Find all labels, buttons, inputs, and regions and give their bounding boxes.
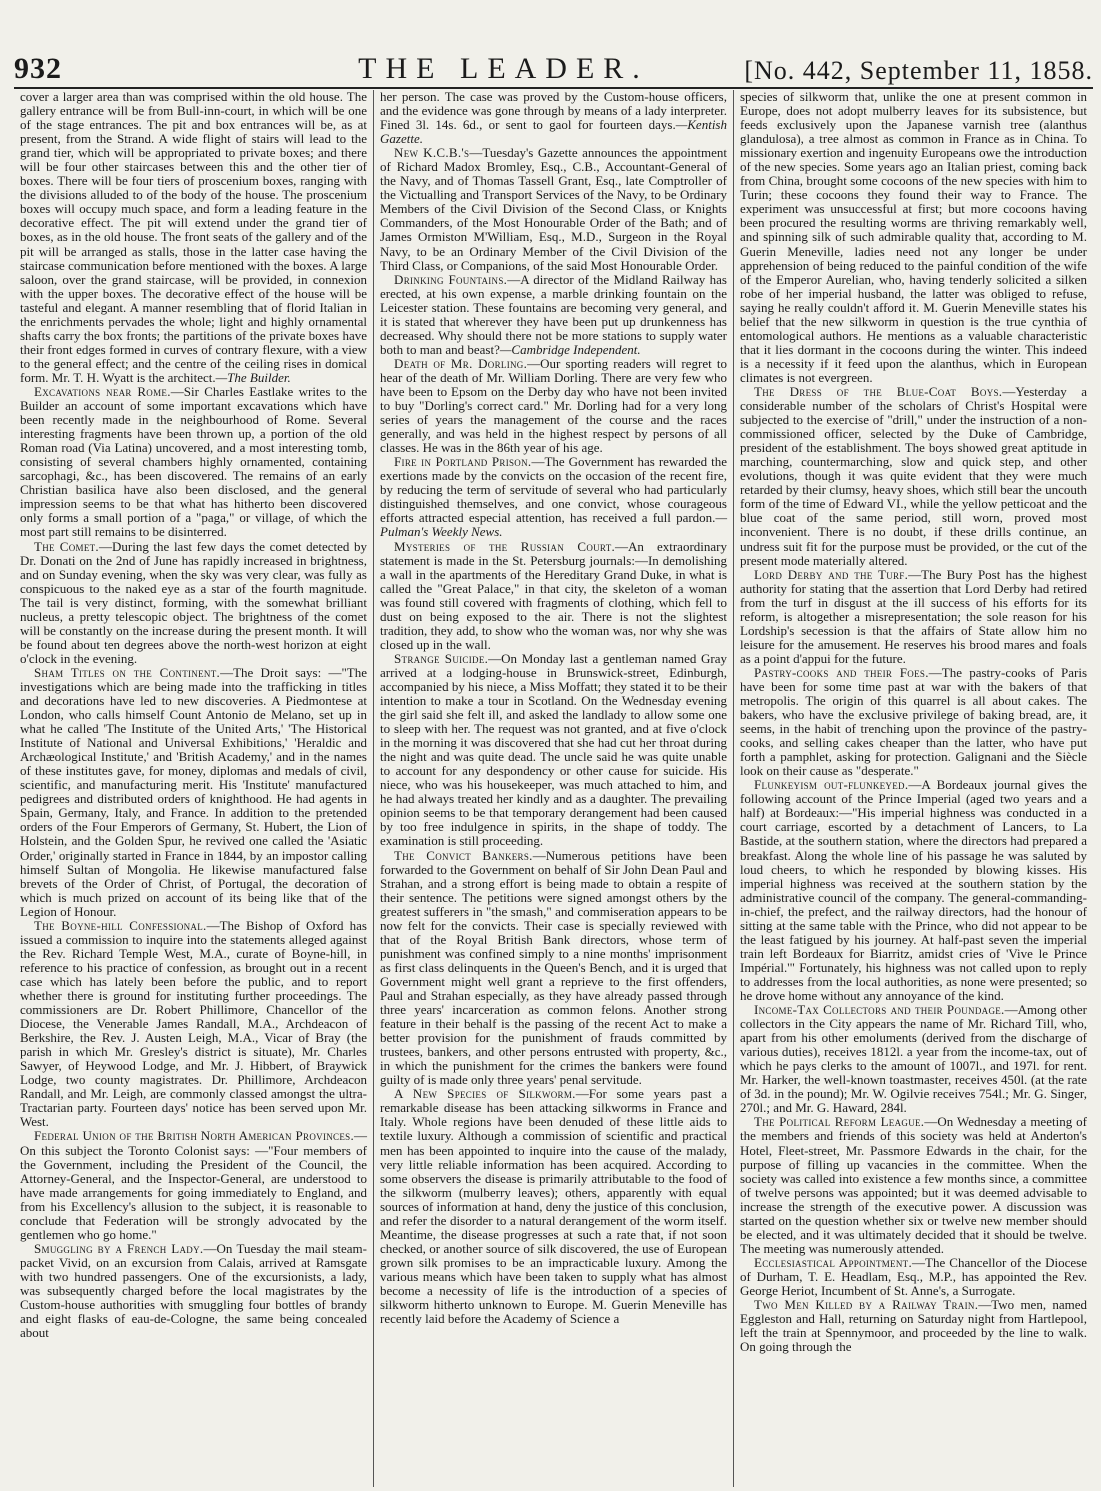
article-heading: Federal Union of the British North American Provinces. — [34, 1128, 354, 1144]
article-text: —The Chancellor of the Diocese of Durham, T. E. Headlam, Esq., M.P., has appointed the Rev. George Heriot, Incumbent of St. Anne's, a Surrogate. — [740, 1254, 1088, 1298]
article-paragraph — [740, 1298, 1087, 1354]
article-paragraph — [380, 357, 727, 455]
article-paragraph — [740, 385, 1087, 568]
article-heading: New K.C.B.'s — [394, 145, 470, 161]
article-paragraph — [740, 568, 1087, 666]
article-paragraph — [380, 90, 727, 146]
article-text: species of silkworm that, unlike the one at present common in Europe, does not adopt mulberry leaves for its subsistence, but feeds exclusively upon the Japanese varnish tree (alanthus glandulosa), a tree almost as common in France as in China. To missionary exertion and ingenuity Europeans owe the introduction of the new species. Some years ago an Italian priest, coming back from China, brought some cocoons of the new species with him to Turin; these cocoons they found their way to France. The experiment was unsuccessful at first; but more cocoons having been procured the resulting worms are thriving remarkably well, and spinning silk of such admirable quality that, according to M. Guerin Meneville, ladies need not any longer be under apprehension of being reduced to the painful condition of the wife of the Emperor Aurelian, who, having tenderly solicited a silken robe of her imperial husband, the latter was obliged to refuse, saying he really couldn't afford it. M. Guerin Meneville states his belief that the new silkworm in question is the true cynthia of entomological authors. He mentions as a valuable characteristic that it lies dormant in the cocoons during the winter. This indeed is a necessity if it feed upon the alanthus, which in European climates is not evergreen. — [740, 90, 1087, 385]
article-text: —A director of the Midland Railway has erected, at his own expense, a marble drinking fountain on the Leicester station. These fountains are becoming very general, and it is stated that wherever they have been put up drunkenness has decreased. Why should there not be more stations to supply water both to man and beast? — [380, 271, 727, 357]
article-paragraph — [380, 540, 727, 652]
article-text: —A Bordeaux journal gives the following account of the Prince Imperial (aged two years and a half) at Bordeaux:—"His imperial highness was conducted in a court carriage, escorted by a detachment of Lancers, to La Bastide, at the southern station, where the directors had prepared a breakfast. Along the whole line of his passage he was saluted by loud cheers, to which he responded by blowing kisses. His imperial highness was received at the southern station by the administrative council of the company. The general-commanding-in-chief, the prefect, and the railway directors, had the honour of sitting at the same table with the Prince, who did not appear to be the least fatigued by his journey. At half-past seven the imperial train left Bordeaux for Biarritz, amidst cries of 'Vive le Prince Impérial.'" Fortunately, his highness was not called upon to reply to addresses from the local authorities, as none were presented; so he drove home without any annoyance of the kind. — [740, 777, 1087, 1003]
article-text: —Sir Charles Eastlake writes to the Builder an account of some important excavations which have been recently made in the neighbourhood of Rome. Several interesting fragments have been thrown up, a portion of the old Roman road (Via Latina) uncovered, and a most interesting tomb, consisting of several chambers highly ornamented, containing sarcophagi, &c., has been discovered. The remains of an early Christian basilica have also been disclosed, and the general impression seems to be that what has hitherto been discovered only forms a small portion of a "paga," or village, of which the most part still remains to be disinterred. — [20, 383, 367, 540]
article-text: —On Tuesday the mail steam-packet Vivid, on an excursion from Calais, arrived at Ramsgate with two hundred passengers. One of the excursionists, a lady, was subsequently charged before the local magistrates by the Custom-house authorities with smuggling four bottles of brandy and eight flasks of eau-de-Cologne, the same being concealed about — [20, 1240, 367, 1341]
article-text: —The pastry-cooks of Paris have been for some time past at war with the bakers of that metropolis. The origin of this quarrel is all about cakes. The bakers, who have the exclusive privilege of baking bread, are, it seems, in the habit of trenching upon the province of the pastry-cooks, and selling cakes cheaper than the latter, who have put forth a pamphlet, asking for protection. Galignani and the Siècle look on their cause as "desperate." — [740, 664, 1088, 779]
article-paragraph — [740, 1115, 1087, 1255]
article-text: —On Monday last a gentleman named Gray arrived at a lodging-house in Brunswick-street, Edinburgh, accompanied by his niece, a Miss Moffatt; they stated it to be their intention to make a tour in Scotland. On the Wednesday evening the girl said she felt ill, and asked the landlady to allow some one to sleep with her. The request was not granted, and at five o'clock in the morning it was discovered that she had cut her throat during the night and was quite dead. The uncle said he was quite unable to account for any despondency or other cause for suicide. His niece, who was his housekeeper, was much attached to him, and he had always treated her kindly and as a daughter. The prevailing opinion seems to be that temporary derangement had been caused by too free indulgence in spirits, in the shape of toddy. The examination is still proceeding. — [380, 650, 728, 849]
article-heading: The Comet. — [34, 538, 99, 554]
article-heading: The Boyne-hill Confessional. — [34, 917, 207, 933]
article-heading: A New Species of Silkworm. — [394, 1086, 576, 1102]
article-heading: Ecclesiastical Appointment. — [754, 1254, 913, 1270]
article-text: her person. The case was proved by the Custom-house officers, and the evidence was gone through by means of a lady interpreter. Fined 3l. 14s. 6d., or sent to gaol for fourteen days. — [380, 90, 727, 133]
article-paragraph — [20, 90, 367, 385]
article-paragraph — [380, 455, 727, 539]
article-heading: Strange Suicide. — [394, 650, 489, 666]
article-text: —Numerous petitions have been forwarded to the Government on behalf of Sir John Dean Paul and Strahan, and a strong effort is being made to obtain a respite of their sentence. The petitions were signed amongst others by the greatest sufferers in "the smash," and commiseration appears to be now felt for the convicts. Their case is specially reviewed with that of the Royal British Bank directors, whose term of punishment was confined simply to a nine months' imprisonment as first class delinquents in the Queen's Bench, and it is urged that Government might well grant a reprieve to the first offenders, Paul and Strahan especially, as they have already passed through three years' incarceration as common felons. Another strong feature in their behalf is the passing of the recent Act to make a better provision for the punishment of frauds committed by trustees, bankers, and other persons entrusted with property, &c., in which the punishment for the crimes the bankers were found guilty of is made only three years' penal servitude. — [380, 847, 728, 1088]
article-heading: Fire in Portland Prison. — [394, 454, 532, 470]
article-paragraph — [20, 385, 367, 540]
column-1 — [14, 90, 373, 1487]
article-source: —Cambridge Independent. — [499, 341, 641, 357]
article-text: —On Wednesday a meeting of the members and friends of this society was held at Anderton's Hotel, Fleet-street, Mr. Passmore Edwards in the chair, for the purpose of filling up vacancies in the committee. When the society was called into existence a few months since, a committee of twelve persons was appointed; but it was deemed advisable to increase the strength of the executive power. A discussion was started on the question whether six or twelve new member should be elected, and it was ultimately decided that it should be twelve. The meeting was numerously attended. — [740, 1114, 1087, 1256]
article-heading: Drinking Fountains. — [394, 271, 508, 287]
header-rule — [14, 87, 1093, 89]
article-source: —Pulman's Weekly News. — [380, 510, 727, 540]
article-paragraph — [20, 666, 367, 919]
article-text: —On this subject the Toronto Colonist says: —"Four members of the Government, including the President of the Council, the Attorney-General, and the Inspector-General, are understood to have made arrangements for going immediately to England, and from his Excellency's allusion to the subject, it is reasonable to conclude that Federation will be strongly advocated by the gentlemen who go home." — [20, 1128, 367, 1242]
article-paragraph — [740, 1256, 1087, 1298]
article-paragraph — [20, 1129, 367, 1241]
article-source: —Kentish Gazette. — [380, 117, 727, 147]
article-text: —During the last few days the comet detected by Dr. Donati on the 2nd of June has rapidly increased in brightness, and on Sunday evening, when the sky was very clear, was fully as conspicuous to the naked eye as a star of the fourth magnitude. The tail is very distinct, forming, with the somewhat brilliant nucleus, a pretty telescopic object. The brightness of the comet will be constantly on the increase during the present month. It will be found about ten degrees above the north-west horizon at eight o'clock in the evening. — [20, 538, 367, 666]
article-paragraph — [740, 778, 1087, 1003]
article-columns — [14, 90, 1093, 1487]
issue-line: [No. 442, September 11, 1858. — [744, 56, 1093, 85]
article-heading: Death of Mr. Dorling. — [394, 355, 528, 371]
article-text: —Among other collectors in the City appears the name of Mr. Richard Till, who, apart from his other emoluments (derived from the discharge of various duties), receives 1812l. a year from the income-tax, out of which he pays clerks to the amount of 1007l., and 197l. for rent. Mr. Harker, the well-known toastmaster, receives 450l. (at the rate of 3d. in the pound); Mr. W. Ogilvie receives 754l.; Mr. G. Singer, 270l.; and Mr. G. Haward, 284l. — [740, 1002, 1087, 1116]
page-header — [14, 46, 1093, 86]
article-paragraph — [380, 273, 727, 357]
article-paragraph — [20, 919, 367, 1130]
article-text: —Tuesday's Gazette announces the appointment of Richard Madox Bromley, Esq., C.B., Accountant-General of the Navy, and of Thomas Tassell Grant, Esq., late Comptroller of the Victualling and Transport Services of the Navy, to be Ordinary Members of the Civil Division of the Second Class, or Knights Commanders, of the Most Honourable Order of the Bath; and of James Ormiston M'William, Esq., M.D., Surgeon in the Royal Navy, to be an Ordinary Member of the Civil Division of the Third Class, or Companions, of the said Most Honourable Order. — [380, 145, 728, 273]
article-text: —The Droit says: —"The investigations which are being made into the trafficking in titles and decorations have led to new discoveries. A Piedmontese at London, who calls himself Count Antonio de Melano, set up in what he called 'The Institute of the United Arts,' 'The Historical Institute of National and Universal Exhibitions,' 'Heraldic and Archæological Institute,' and 'British Academy,' and in the names of these institutes gave, for money, diplomas and medals of civil, scientific, and manufacturing merit. His 'Institute' manufactured pedigrees and distributed orders of knighthood. He had agents in Spain, Germany, Italy, and France. In addition to the pretended orders of the Four Emperors of Germany, St. Hubert, the Lion of Holstein, and the Golden Spur, he revived one called the 'Asiatic Order,' originally started in France in 1844, by an impostor calling himself Sultan of Mongolia. He likewise manufactured false brevets of the Order of Christ, of Portugal, the decoration of which is much prized on account of its being like that of the Legion of Honour. — [20, 664, 367, 919]
article-paragraph — [380, 1087, 727, 1326]
article-text: —The Government has rewarded the exertions made by the convicts on the occasion of the recent fire, by reducing the term of servitude of several who had particularly distinguished themselves, and one convict, whose courageous efforts attracted especial attention, has received a full pardon. — [380, 454, 728, 526]
page-number: 932 — [14, 52, 62, 85]
article-heading: The Dress of the Blue-Coat Boys. — [754, 383, 1003, 399]
article-heading: Flunkeyism out-flunkeyed. — [754, 777, 909, 793]
article-paragraph — [380, 652, 727, 849]
article-heading: Excavations near Rome. — [34, 383, 171, 399]
article-heading: Two Men Killed by a Railway Train. — [754, 1297, 979, 1313]
article-heading: The Convict Bankers. — [394, 847, 533, 863]
article-text: —Yesterday a considerable number of the scholars of Christ's Hospital were subjected to the exercise of "drill," under the instruction of a non-commissioned officer, selected by the Duke of Cambridge, president of the establishment. The boys showed great aptitude in marching, countermarching, slow and quick step, and other evolutions, though it was quite evident that they were much retarded by their clumsy, heavy shoes, which still bear the uncouth form of the time of Edward VI., while the yellow petticoat and the blue coat of the same period, still worn, proved most inconvenient. There is no doubt, if these drills continue, an undress suit fit for the purpose must be provided, or the cut of the present mode materially altered. — [740, 383, 1087, 568]
article-text: —The Bishop of Oxford has issued a commission to inquire into the statements alleged against the Rev. Richard Temple West, M.A., curate of Boyne-hill, in reference to his practice of confession, as brought out in a recent case which has lately been before the public, and to report whether there is ground for instituting further proceedings. The commissioners are Dr. Robert Phillimore, Chancellor of the Diocese, the Venerable James Randall, M.A., Archdeacon of Berkshire, the Rev. J. Austen Leigh, M.A., Vicar of Bray (the parish in which Mr. Gresley's district is situate), Mr. Charles Sawyer, of Heywood Lodge, and Mr. J. Hibbert, of Braywick Lodge, two county magistrates. Dr. Phillimore, Archdeacon Randall, and Mr. Leigh, are commonly classed amongst the ultra-Tractarian party. Fourteen days' notice has been served upon Mr. West. — [20, 917, 367, 1130]
article-heading: Sham Titles on the Continent. — [34, 664, 221, 680]
article-heading: Smuggling by a French Lady. — [34, 1240, 204, 1256]
article-heading: The Political Reform League. — [754, 1114, 925, 1130]
article-paragraph — [740, 1003, 1087, 1115]
column-3 — [733, 90, 1093, 1487]
article-text: —An extraordinary statement is made in the St. Petersburg journals:—In demolishing a wall in the apartments of the Hereditary Grand Duke, in what is called the "Great Palace," in that city, the skeleton of a woman was found still covered with fragments of clothing, which fell to dust on being exposed to the air. There is not the slightest tradition, they add, to show who the woman was, nor why she was closed up in the wall. — [380, 538, 727, 652]
article-text: —For some years past a remarkable disease has been attacking silkworms in France and Italy. Whole regions have been denuded of these little aids to textile luxury. Although a commission of scientific and practical men has been appointed to inquire into the cause of the malady, very little reliable information has been acquired. According to some observers the disease is primarily attributable to the food of the silkworm (mulberry leaves); others, apparently with equal sources of information at hand, deny the justice of this conclusion, and refer the disorder to a natural derangement of the worm itself. Meantime, the disease progresses at such a rate that, if not soon checked, or another source of silk discovered, the use of European grown silk promises to be an impracticable luxury. Among the various means which have been taken to supply what has almost become a necessity of life is the introduction of a species of silkworm hitherto unknown to Europe. M. Guerin Meneville has recently laid before the Academy of Science a — [380, 1086, 727, 1327]
article-paragraph — [380, 146, 727, 272]
article-heading: Mysteries of the Russian Court. — [394, 538, 616, 554]
article-heading: Lord Derby and the Turf. — [754, 566, 909, 582]
article-heading: Pastry-cooks and their Foes. — [754, 664, 929, 680]
article-paragraph — [20, 1242, 367, 1340]
article-text: —The Bury Post has the highest authority for stating that the assertion that Lord Derby had retired from the turf in disgust at the ill success of his efforts for its reform, is altogether a misrepresentation; the sole reason for his Lordship's secession is that the affairs of State allow him no leisure for the amusement. He reserves his brood mares and foals as a point d'appui for the future. — [740, 566, 1087, 666]
article-paragraph — [380, 849, 727, 1088]
article-paragraph — [20, 540, 367, 666]
article-heading: Income-Tax Collectors and their Poundage. — [754, 1002, 1005, 1018]
article-paragraph — [740, 666, 1087, 778]
article-text: cover a larger area than was comprised within the old house. The gallery entrance will be from Bull-inn-court, in which will be one of the stage entrances. The pit and box entrances will be, as at present, from the Strand. A wide flight of stairs will lead to the grand tier, which will be appropriated to private boxes; and there will be four other staircases between this and the other tier of boxes. There will be four tiers of proscenium boxes, ranging with the divisions alluded to of the body of the house. The proscenium boxes will occupy much space, and form a leading feature in the decorative effect. The pit will extend under the grand tier of boxes, as in the old house. The front seats of the gallery and of the pit will be arranged as stalls, those in the latter case having the staircase communication before mentioned with the boxes. A large saloon, over the grand staircase, will be provided, in connexion with the upper boxes. The decorative effect of the house will be tasteful and elegant. A manner resembling that of florid Italian in the enrichments pervades the whole; light and highly ornamental shafts carry the box fronts; the partitions of the private boxes have their front edges formed in curves of contrary flexure, with a view to the general effect; and the centre of the ceiling rises in domical form. Mr. T. H. Wyatt is the architect. — [20, 90, 367, 385]
article-text: —Two men, named Eggleston and Hall, returning on Saturday night from Hartlepool, left the train at Spennymoor, and proceeded by the line to walk. On going through the — [740, 1297, 1087, 1355]
column-2 — [373, 90, 733, 1487]
article-text: —Our sporting readers will regret to hear of the death of Mr. William Dorling. There are very few who have been to Epsom on the Derby day who have not been invited to buy "Dorling's correct card." Mr. Dorling had for a very long series of years the management of the course and the races generally, and was held in the highest respect by persons of all classes. He was in the 86th year of his age. — [380, 355, 727, 456]
article-paragraph — [740, 90, 1087, 385]
article-source: —The Builder. — [215, 369, 291, 385]
masthead-title: THE LEADER. — [358, 52, 649, 85]
